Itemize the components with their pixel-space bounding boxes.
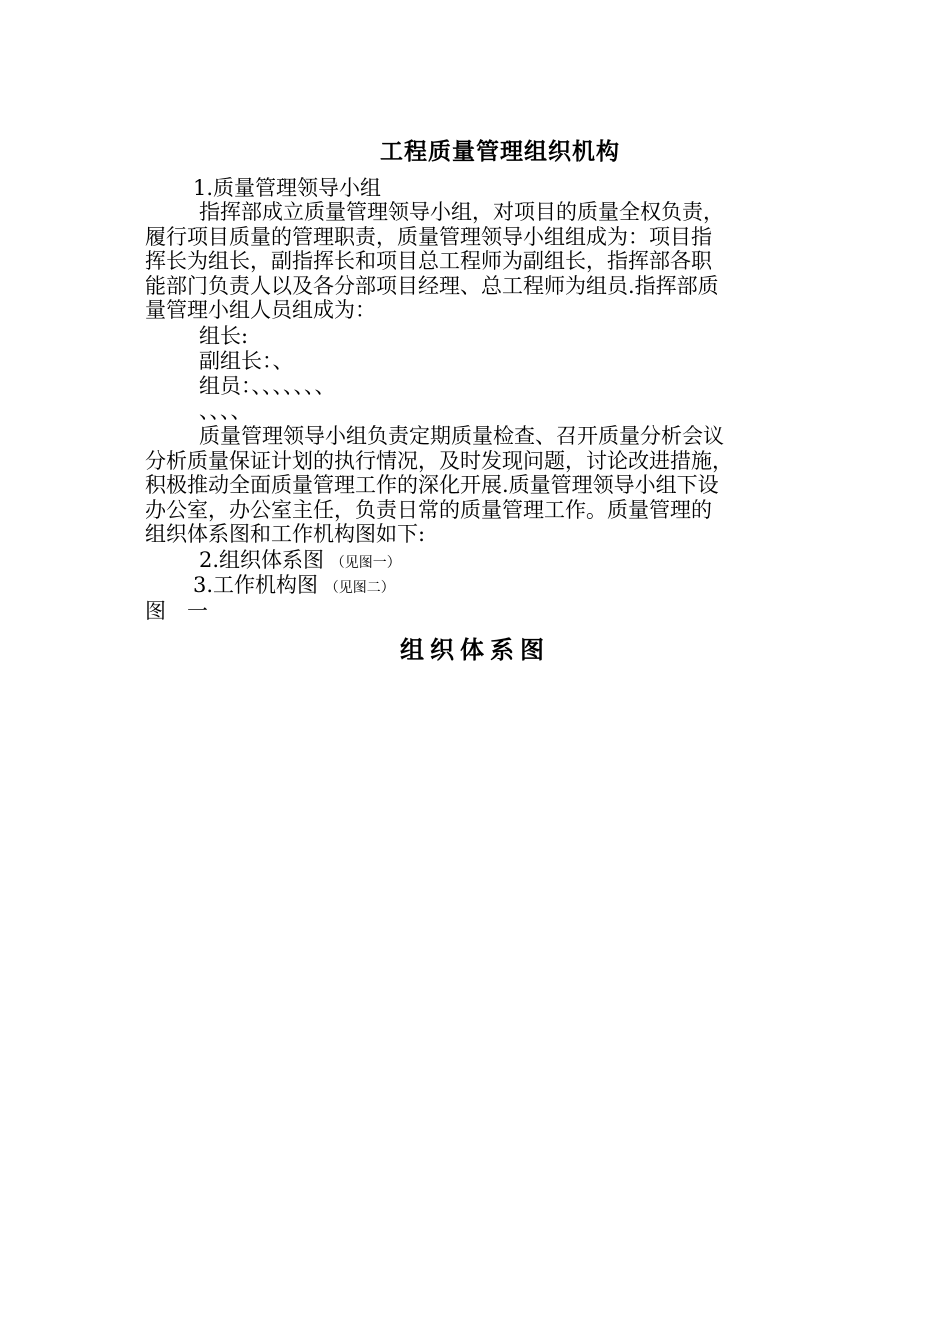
members-continuation-line: 、、、、 bbox=[199, 399, 252, 423]
item-org-system-chart bbox=[199, 548, 401, 576]
members-line: 组员：、、、、、、、 bbox=[199, 374, 336, 398]
paragraph-leadership-group bbox=[145, 200, 825, 323]
deputy-leader-line: 副组长：、 bbox=[199, 349, 294, 373]
paragraph-line: 办公室，办公室主任，负责日常的质量管理工作。质量管理的 bbox=[145, 497, 712, 522]
paragraph-line: 能部门负责人以及各分部项目经理、总工程师为组员.指挥部质 bbox=[145, 273, 719, 298]
section1-heading: 1.质量管理领导小组 bbox=[193, 176, 382, 200]
paragraph-group-duties bbox=[145, 424, 825, 547]
item-note: （见图一） bbox=[330, 555, 401, 571]
paragraph-line: 指挥部成立质量管理领导小组，对项目的质量全权负责， bbox=[199, 200, 724, 224]
paragraph-line: 挥长为组长，副指挥长和项目总工程师为副组长，指挥部各职 bbox=[145, 249, 712, 273]
paragraph-line: 分析质量保证计划的执行情况，及时发现问题，讨论改进措施， bbox=[145, 448, 733, 473]
figure-title: 组织体系图 bbox=[400, 635, 550, 664]
paragraph-line: 质量管理领导小组负责定期质量检查、召开质量分析会议 bbox=[199, 424, 724, 448]
paragraph-line: 组织体系图和工作机构图如下: bbox=[145, 522, 426, 546]
document-title: 工程质量管理组织机构 bbox=[380, 138, 620, 165]
item-note: （见图二） bbox=[324, 580, 395, 596]
paragraph-line: 量管理小组人员组成为： bbox=[145, 298, 376, 322]
item-label: 3.工作机构图 bbox=[193, 573, 319, 597]
item-label: 2.组织体系图 bbox=[199, 548, 325, 572]
figure-label: 图 一 bbox=[145, 599, 208, 623]
paragraph-line: 积极推动全面质量管理工作的深化开展.质量管理领导小组下设 bbox=[145, 473, 719, 497]
item-work-structure-chart bbox=[193, 573, 395, 601]
paragraph-line: 履行项目质量的管理职责，质量管理领导小组组成为：项目指 bbox=[145, 224, 712, 249]
leader-line: 组长: bbox=[199, 324, 249, 348]
